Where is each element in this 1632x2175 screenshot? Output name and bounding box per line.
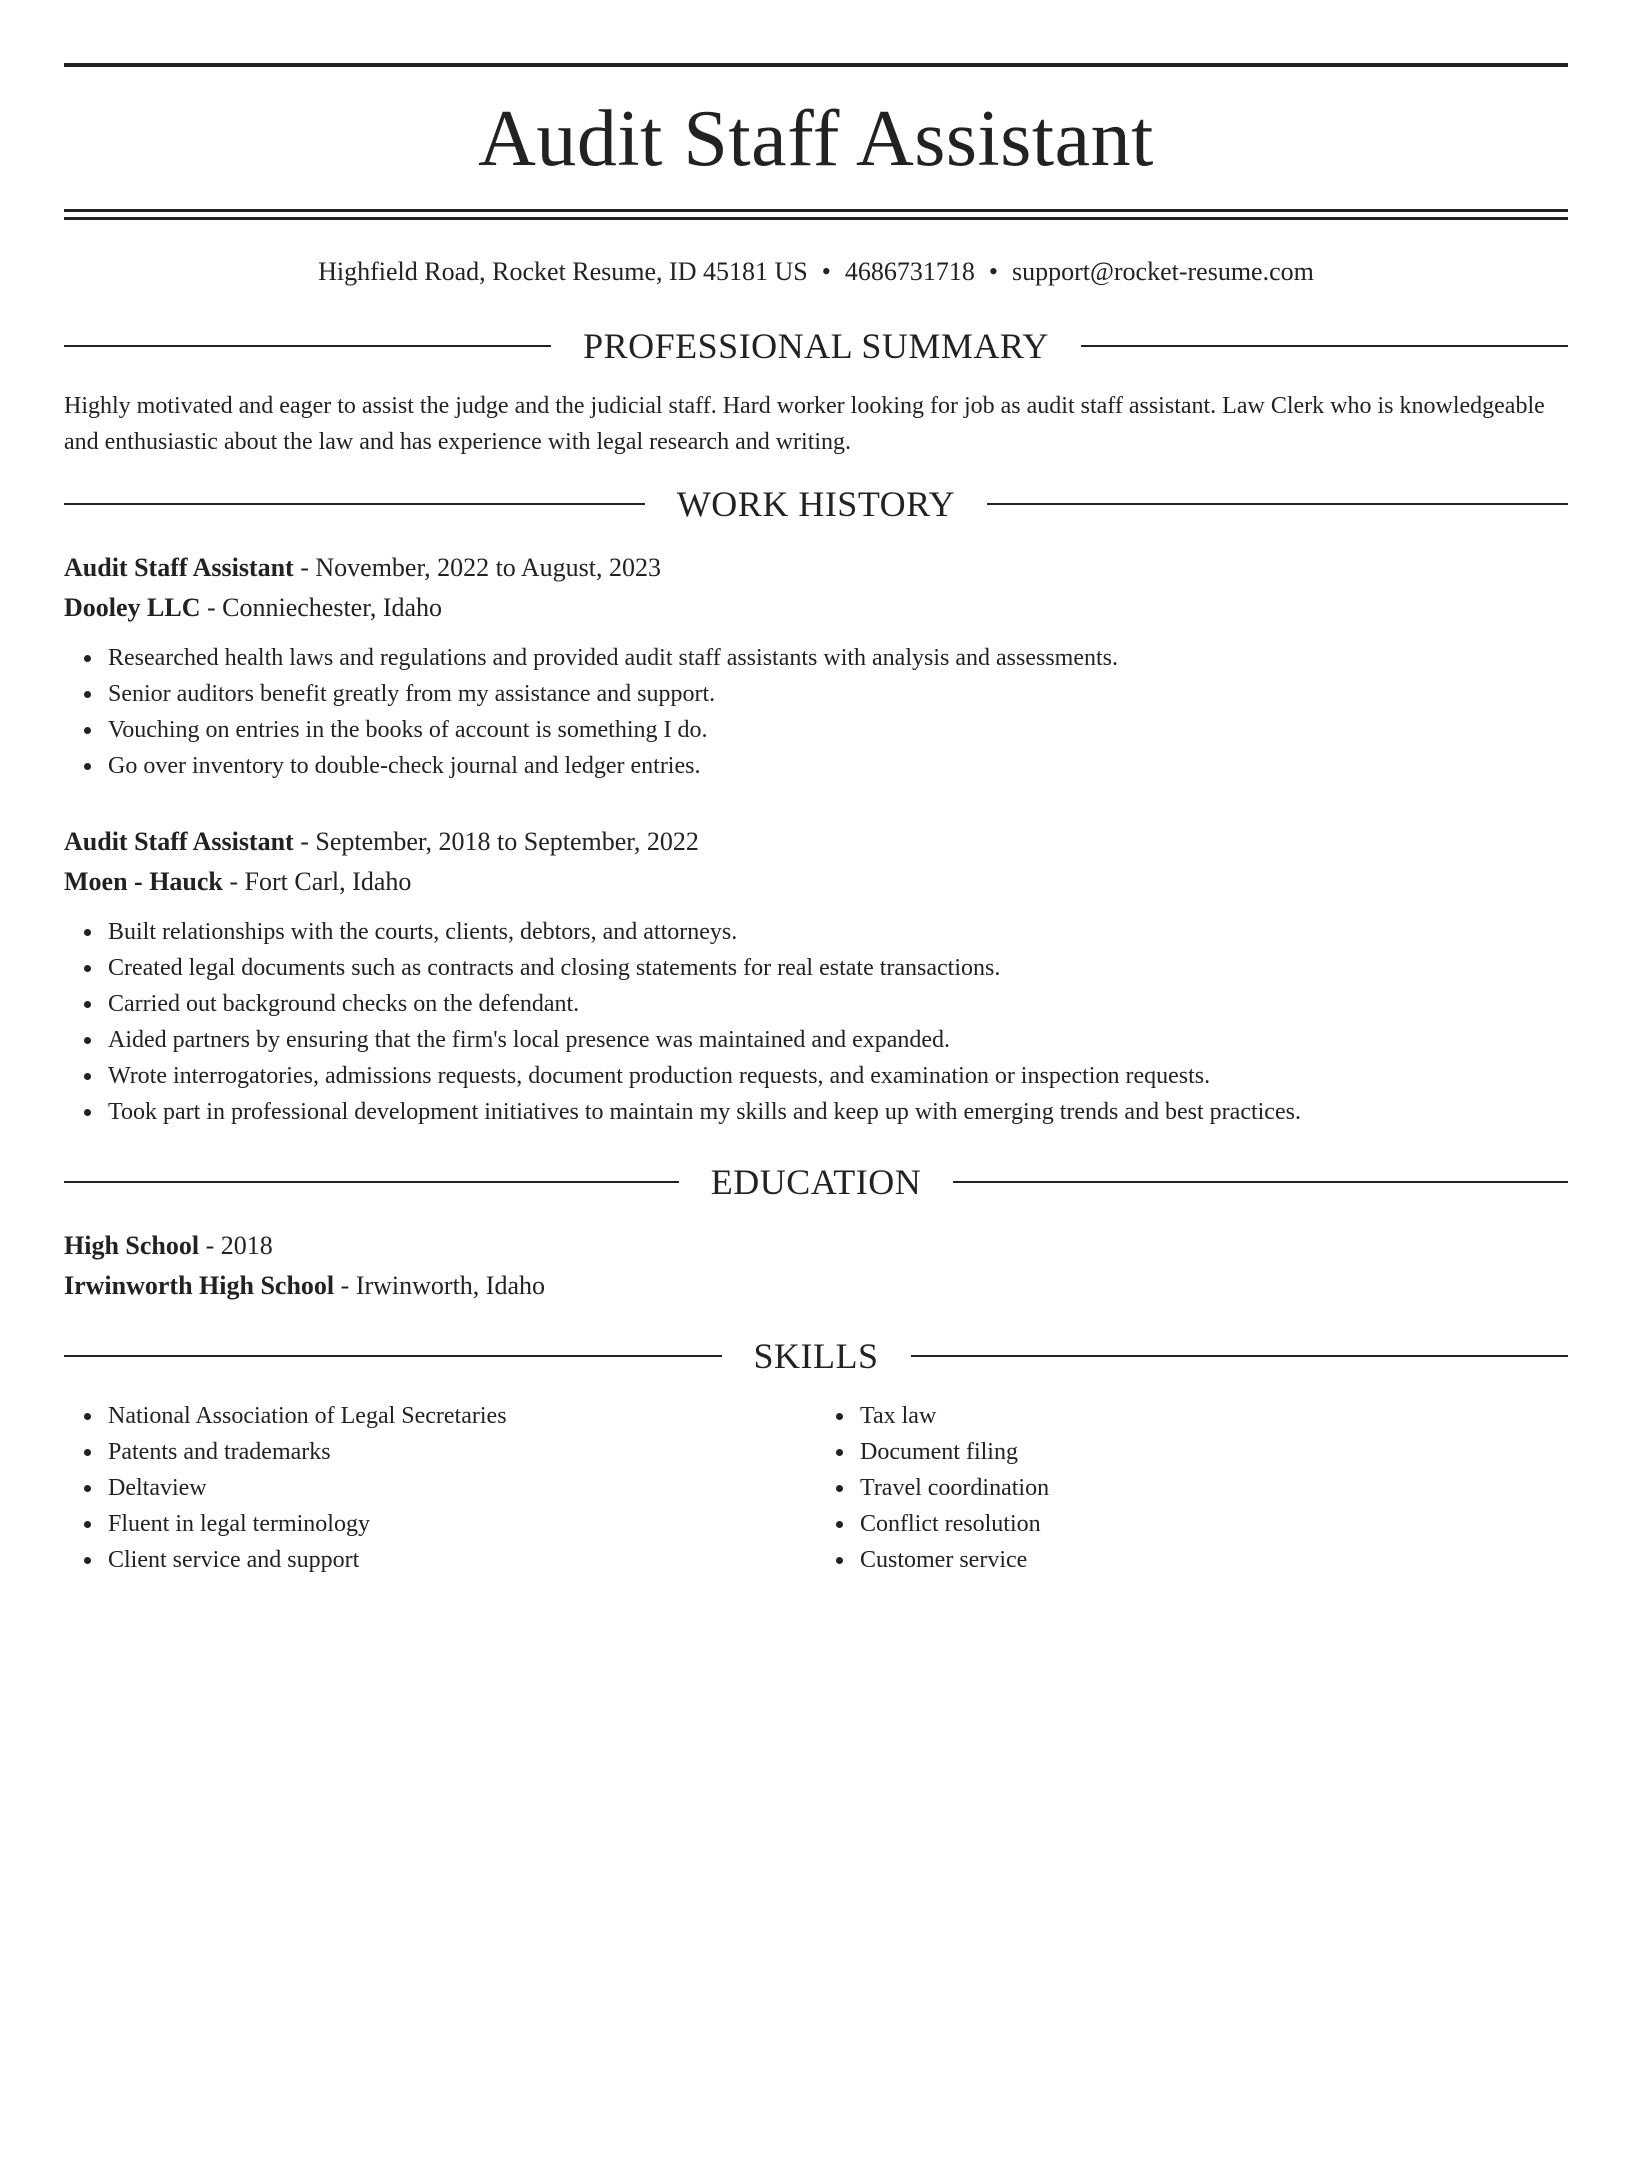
- summary-text: Highly motivated and eager to assist the judge and the judicial staff. Hard worker looking for job as audit staff assistant. Law Clerk who is knowledgeable and enthusiastic about the law and has experience with legal research and writing.: [64, 393, 1545, 455]
- heading-rule-right: [953, 1181, 1568, 1183]
- contact-separator: •: [821, 257, 831, 286]
- education-location: - Irwinworth, Idaho: [334, 1271, 545, 1300]
- list-item: Wrote interrogatories, admissions requests, document production requests, and examination or inspection requests.: [108, 1058, 1568, 1094]
- skills-list-left: [64, 1398, 816, 1578]
- list-item: Go over inventory to double-check journal and ledger entries.: [108, 748, 1568, 784]
- job-dates: - September, 2018 to September, 2022: [293, 827, 699, 856]
- skill-item: Document filing: [860, 1434, 1568, 1470]
- skill-item: Patents and trademarks: [108, 1434, 816, 1470]
- job-title: Audit Staff Assistant: [64, 553, 294, 582]
- section-heading-work-history: [64, 482, 1568, 526]
- job-duties-list: [64, 640, 1568, 784]
- education-school: Irwinworth High School: [64, 1271, 335, 1300]
- job-entry: [64, 548, 1568, 784]
- header-double-rule: [64, 209, 1568, 220]
- section-heading-summary: [64, 324, 1568, 368]
- list-item: Carried out background checks on the defendant.: [108, 986, 1568, 1022]
- skill-item: Fluent in legal terminology: [108, 1506, 816, 1542]
- job-location: - Conniechester, Idaho: [200, 593, 443, 622]
- list-item: Vouching on entries in the books of account is something I do.: [108, 712, 1568, 748]
- education-school-line: [64, 1266, 1568, 1306]
- skill-item: Conflict resolution: [860, 1506, 1568, 1542]
- list-item: Senior auditors benefit greatly from my assistance and support.: [108, 676, 1568, 712]
- job-dates: - November, 2022 to August, 2023: [293, 553, 661, 582]
- education-degree: High School: [64, 1231, 200, 1260]
- skill-item: Client service and support: [108, 1542, 816, 1578]
- list-item: Researched health laws and regulations and provided audit staff assistants with analysis and assessments.: [108, 640, 1568, 676]
- job-company-line: [64, 588, 1568, 628]
- contact-email: support@rocket-resume.com: [1011, 257, 1314, 286]
- skill-item: Customer service: [860, 1542, 1568, 1578]
- list-item: Built relationships with the courts, clients, debtors, and attorneys.: [108, 914, 1568, 950]
- heading-rule-right: [1081, 345, 1568, 347]
- list-item: Created legal documents such as contracts and closing statements for real estate transactions.: [108, 950, 1568, 986]
- skills-columns: [64, 1398, 1568, 1578]
- section-title: WORK HISTORY: [676, 484, 956, 524]
- job-title-line: [64, 822, 1568, 862]
- job-company: Dooley LLC: [64, 593, 201, 622]
- contact-line: [64, 256, 1568, 288]
- heading-rule-left: [64, 1181, 679, 1183]
- heading-rule-right: [911, 1355, 1569, 1357]
- heading-rule-right: [987, 503, 1568, 505]
- skill-item: Tax law: [860, 1398, 1568, 1434]
- section-title: EDUCATION: [710, 1162, 922, 1202]
- skills-list-right: [816, 1398, 1568, 1578]
- job-title: Audit Staff Assistant: [64, 827, 294, 856]
- section-title: PROFESSIONAL SUMMARY: [583, 326, 1049, 366]
- education-degree-line: [64, 1226, 1568, 1266]
- job-company-line: [64, 862, 1568, 902]
- contact-phone: 4686731718: [844, 257, 975, 286]
- resume-page: [0, 63, 1632, 2175]
- job-duties-list: [64, 914, 1568, 1130]
- skill-item: Travel coordination: [860, 1470, 1568, 1506]
- job-company: Moen - Hauck: [64, 867, 223, 896]
- section-heading-education: [64, 1160, 1568, 1204]
- education-year: - 2018: [199, 1231, 273, 1260]
- job-location: - Fort Carl, Idaho: [222, 867, 412, 896]
- education-entry: [64, 1226, 1568, 1306]
- section-title: SKILLS: [753, 1336, 879, 1376]
- heading-rule-left: [64, 345, 551, 347]
- contact-address: Highfield Road, Rocket Resume, ID 45181 US: [318, 257, 808, 286]
- skill-item: Deltaview: [108, 1470, 816, 1506]
- section-heading-skills: [64, 1334, 1568, 1378]
- list-item: Aided partners by ensuring that the firm's local presence was maintained and expanded.: [108, 1022, 1568, 1058]
- job-entry: [64, 822, 1568, 1130]
- job-title-line: [64, 548, 1568, 588]
- list-item: Took part in professional development initiatives to maintain my skills and keep up with emerging trends and best practices.: [108, 1094, 1568, 1130]
- contact-separator: •: [988, 257, 998, 286]
- resume-title: Audit Staff Assistant: [478, 95, 1154, 183]
- heading-rule-left: [64, 503, 645, 505]
- heading-rule-left: [64, 1355, 722, 1357]
- skill-item: National Association of Legal Secretaries: [108, 1398, 816, 1434]
